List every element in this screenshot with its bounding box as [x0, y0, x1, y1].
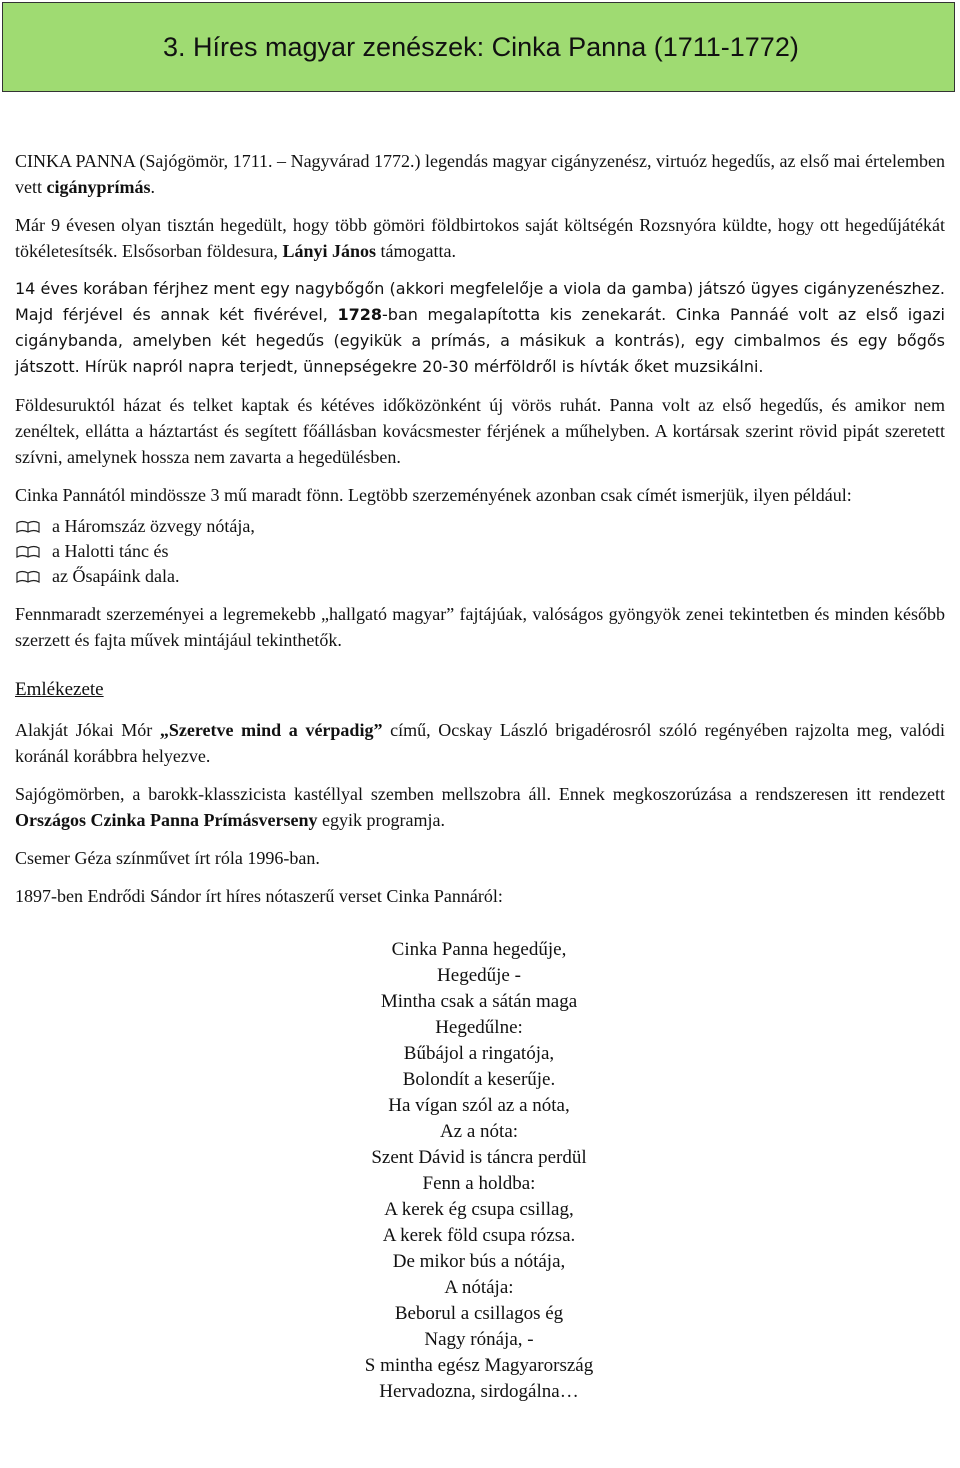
- poem-line: Fenn a holdba:: [422, 1173, 536, 1194]
- poem: [15, 937, 945, 1405]
- intro-paragraph: [15, 148, 945, 200]
- work-title: az Ősapáink dala.: [52, 566, 180, 586]
- poem-line: Hervadozna, sirdogálna…: [379, 1381, 579, 1402]
- sajogomor-text-b: egyik programja.: [317, 810, 445, 830]
- list-item: [15, 564, 945, 589]
- youth-bold: Lányi János: [282, 241, 376, 261]
- poem-line: Bolondít a keserűje.: [402, 1069, 556, 1090]
- book-icon: [15, 569, 41, 585]
- poem-line: A kerek ég csupa csillag,: [384, 1199, 574, 1220]
- intro-text: (Sajógömör, 1711. – Nagyvárad 1772.) legendás magyar cigányzenész, virtuóz hegedűs, az első mai értelemben vett: [15, 151, 945, 197]
- work-title: a Halotti tánc és: [52, 541, 169, 561]
- jokai-novel-title: „Szeretve mind a vérpadig”: [159, 720, 383, 740]
- poem-line: Beborul a csillagos ég: [394, 1303, 564, 1324]
- poem-line: Ha vígan szól az a nóta,: [388, 1095, 570, 1116]
- youth-text: Már 9 évesen olyan tisztán hegedült, hogy több gömöri földbirtokos saját költségén Rozsnyóra küldte, hogy ott hegedűjátékát tökéletesítsék. Elsősorban földesura,: [15, 215, 945, 261]
- article-body: [15, 148, 945, 1405]
- intro-end: .: [150, 177, 156, 197]
- poem-line: Mintha csak a sátán maga: [380, 991, 578, 1012]
- work-title: a Háromszáz özvegy nótája,: [52, 516, 255, 536]
- jokai-text-b: című, Ocskay László brigadérosról szóló regényében rajzolta meg, valódi koránál korábbra helyezve.: [15, 720, 945, 766]
- book-icon: [15, 519, 41, 535]
- sajogomor-paragraph: [15, 781, 945, 833]
- list-item: [15, 514, 945, 539]
- csemer-paragraph: Csemer Géza színművet írt róla 1996-ban.: [15, 848, 320, 868]
- poem-line: Bűbájol a ringatója,: [403, 1043, 555, 1064]
- poem-line: A kerek föld csupa rózsa.: [382, 1225, 576, 1246]
- poem-line: De mikor bús a nótája,: [392, 1251, 566, 1272]
- works-intro-paragraph: Cinka Pannától mindössze 3 mű maradt fönn. Legtöbb szerzeményének azonban csak címét ismerjük, ilyen például:: [15, 485, 852, 505]
- poem-line: S mintha egész Magyarország: [364, 1355, 594, 1376]
- poem-line: Hegedűje -: [437, 965, 521, 986]
- marriage-year: 1728: [337, 305, 383, 324]
- marriage-text-a: 14 éves korában férjhez ment egy nagybőgőn (akkori megfelelője a viola da gamba) játszó ügyes cigányzenészhez. Majd férjével és annak két fivérével,: [15, 279, 945, 324]
- poem-line: Nagy rónája, -: [424, 1329, 534, 1350]
- youth-end: támogatta.: [375, 241, 456, 261]
- page-title: 3. Híres magyar zenészek: Cinka Panna (1711-1772): [163, 31, 799, 62]
- surviving-works-paragraph: Fennmaradt szerzeményei a legremekebb „hallgató magyar” fajtájúak, valóságos gyöngyök zenei tekintetben és minden később szerzett és fajta művek mintájául tekinthetők.: [15, 604, 945, 650]
- works-list: [15, 514, 945, 589]
- competition-name: Országos Czinka Panna Prímásverseny: [15, 810, 318, 830]
- poem-line: Cinka Panna hegedűje,: [391, 939, 567, 960]
- marriage-paragraph: [15, 276, 945, 380]
- list-item: [15, 539, 945, 564]
- jokai-paragraph: [15, 717, 945, 769]
- endrodi-paragraph: 1897-ben Endrődi Sándor írt híres nótaszerű verset Cinka Pannáról:: [15, 886, 503, 906]
- book-icon: [15, 544, 41, 560]
- memory-heading: Emlékezete: [15, 679, 104, 700]
- poem-line: Hegedűlne:: [435, 1017, 523, 1038]
- marriage-text-b: -ban megalapította kis zenekarát. Cinka Pannáé volt az első igazi cigánybanda, amelyben két hegedűs (egyikük a prímás, a másikuk a kontrás), egy cimbalmos és egy bőgős játszott. Hírük napról napra terjedt, ünnepségekre 20-30 mérföldről is hívták őket muzsikálni.: [15, 305, 946, 376]
- intro-name: CINKA PANNA: [15, 151, 135, 171]
- poem-line: A nótája:: [444, 1277, 514, 1298]
- poem-line: Az a nóta:: [439, 1121, 519, 1142]
- sajogomor-text-a: Sajógömörben, a barokk-klasszicista kastéllyal szemben mellszobra áll. Ennek megkoszorúzása a rendszeresen itt rendezett: [15, 784, 945, 804]
- title-banner: [2, 2, 955, 92]
- land-paragraph: Földesuruktól házat és telket kaptak és kétéves időközönként új vörös ruhát. Panna volt az első hegedűs, és amikor nem zenéltek, ellátta a háztartást és segített főállásban kovácsmester férjének a műhelyben. A kortársak szerint rövid pipát szeretett szívni, amelynek hossza nem zavarta a hegedülésben.: [15, 395, 945, 467]
- jokai-text-a: Alakját Jókai Mór: [15, 720, 160, 740]
- youth-paragraph: [15, 212, 945, 264]
- poem-line: Szent Dávid is táncra perdül: [371, 1147, 587, 1168]
- intro-bold: cigányprímás: [46, 177, 151, 197]
